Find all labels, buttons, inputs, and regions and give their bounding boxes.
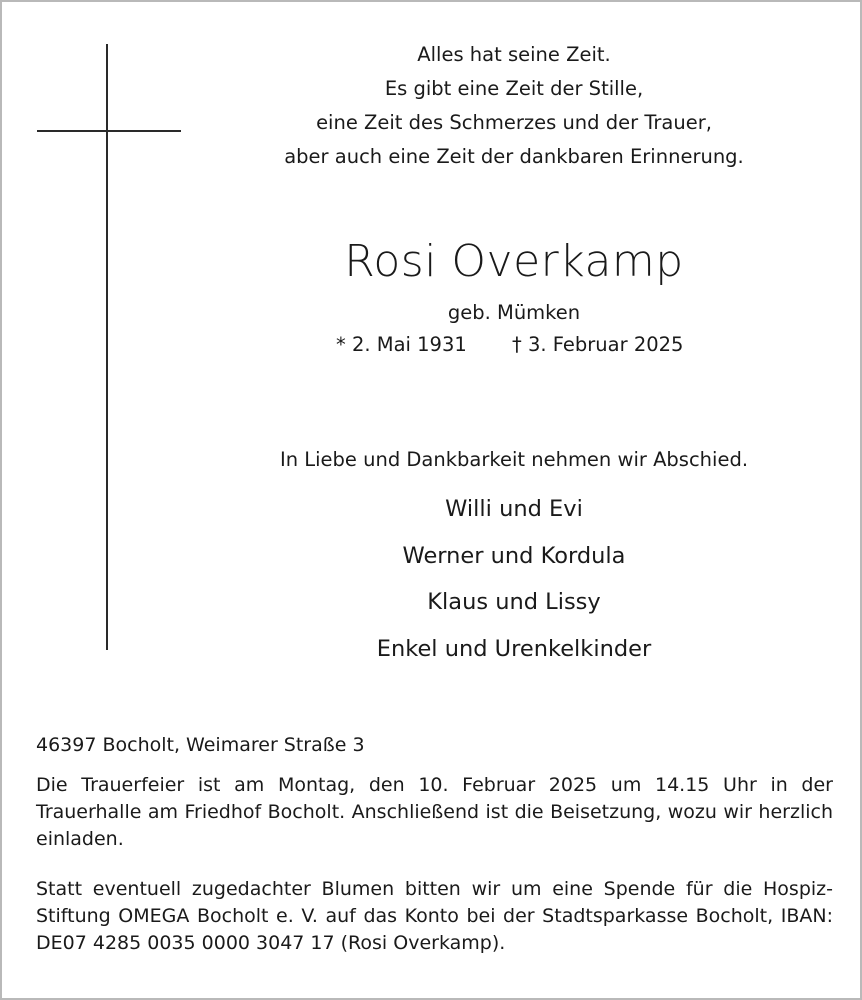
mourner-entry: Klaus und Lissy	[427, 589, 601, 615]
verse	[262, 38, 766, 174]
verse-line: Alles hat seine Zeit.	[417, 43, 611, 66]
donation-info: Statt eventuell zugedachter Blumen bitten wir um eine Spende für die Hospiz-Stiftung OMEGA Bocholt e. V. auf das Konto bei der Stadtsparkasse Bocholt, IBAN: DE07 4285 0035 0000 3047 17 (Rosi Overkamp).	[36, 878, 833, 954]
ceremony-info: Die Trauerfeier ist am Montag, den 10. Februar 2025 um 14.15 Uhr in der Trauerhalle am Friedhof Bocholt. Anschließend ist die Beisetzung, wozu wir herzlich einladen.	[36, 774, 833, 850]
verse-line: Es gibt eine Zeit der Stille,	[384, 77, 644, 100]
cross-icon-bar	[37, 130, 181, 132]
farewell-text: In Liebe und Dankbarkeit nehmen wir Abschied.	[279, 448, 749, 471]
cross-icon	[106, 44, 108, 650]
mourner-entry: Willi und Evi	[445, 496, 583, 522]
mourner-entry: Enkel und Urenkelkinder	[376, 635, 652, 662]
mourners-list	[262, 486, 766, 672]
deceased-name: Rosi Overkamp	[344, 236, 684, 287]
birth-date: * 2. Mai 1931	[336, 333, 467, 356]
verse-line: aber auch eine Zeit der dankbaren Erinnerung.	[284, 145, 744, 168]
mourner-entry: Werner und Kordula	[402, 542, 626, 569]
death-date: † 3. Februar 2025	[512, 333, 684, 356]
verse-line: eine Zeit des Schmerzes und der Trauer,	[316, 111, 712, 134]
maiden-name: geb. Mümken	[447, 301, 581, 324]
address: 46397 Bocholt, Weimarer Straße 3	[36, 734, 365, 756]
